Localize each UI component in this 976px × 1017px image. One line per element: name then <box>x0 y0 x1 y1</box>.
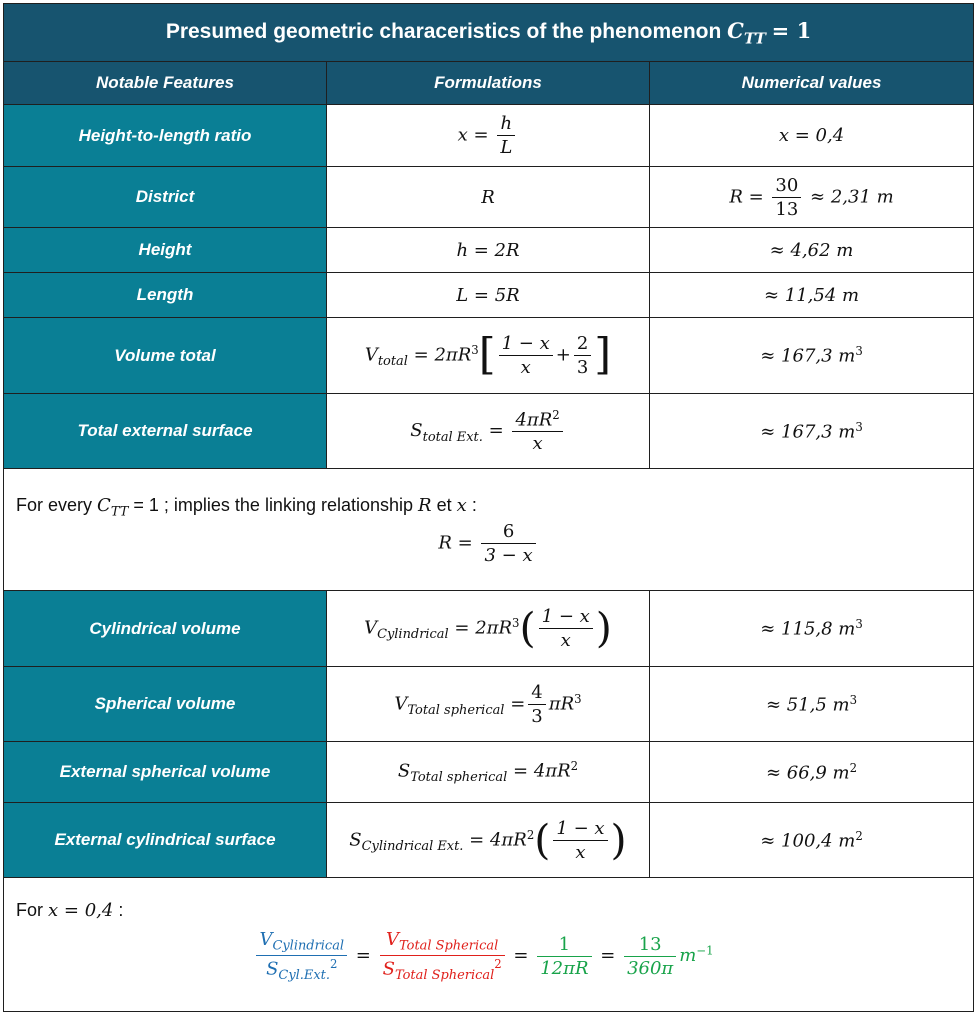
row-label: External spherical volume <box>4 742 327 803</box>
row-label: External cylindrical surface <box>4 803 327 878</box>
table-row <box>4 667 974 742</box>
header-notable-features: Notable Features <box>4 62 327 105</box>
table-row <box>4 394 974 469</box>
value-external-spherical-volume: ≈ 66,9 $m^2$ <box>650 742 974 803</box>
value-district: R = $\frac{30}{13}$ ≈ 2,31 m <box>650 167 974 228</box>
note-linking-relationship: For every $C_{TT} = 1$ ; implies the linking relationship R et x : R = $\frac{6}{3 - x}$ <box>4 469 974 591</box>
title-text: Presumed geometric characeristics of the phenomenon <box>165 19 722 43</box>
table-row <box>4 105 974 167</box>
row-label: District <box>4 167 327 228</box>
row-label: Volume total <box>4 318 327 394</box>
value-external-cylindrical-surface: ≈ 100,4 $m^2$ <box>650 803 974 878</box>
ratio-equation: $\frac{V_{Cylindrical}}{S_{Cyl.Ext.}^2}$ = $\frac{V_{Total Spherical}}{S_{Total Spherical}^2}$ = $\frac{1}{12\pi R}$ = $\frac{13}{360\pi}$ $m^{-1}$ <box>16 929 961 982</box>
ctt-symbol: $C_{TT}$ <box>97 494 129 520</box>
formula-spherical-volume: $V_{Total spherical}$ = $\frac{4}{3}$ $\pi R^3$ <box>327 667 650 742</box>
table-title: Presumed geometric characeristics of the phenomenon $C_{TT} = 1$ <box>4 4 974 62</box>
table-row <box>4 228 974 273</box>
table-row <box>4 167 974 228</box>
value-ratio: x = 0,4 <box>650 105 974 167</box>
characteristics-table <box>3 3 974 1012</box>
formula-external-cylindrical-surface: $S_{Cylindrical Ext.} = 4\pi R^2$( $\frac{1 - x}{x}$ ) <box>327 803 650 878</box>
formula-district: R <box>327 167 650 228</box>
formula-total-external-surface: $S_{total Ext.}$ = $\frac{4\pi R^2}{x}$ <box>327 394 650 469</box>
row-label: Height-to-length ratio <box>4 105 327 167</box>
header-row <box>4 62 974 105</box>
formula-length: L = 5R <box>327 273 650 318</box>
value-volume-total: ≈ 167,3 $m^3$ <box>650 318 974 394</box>
table-row <box>4 591 974 667</box>
header-numerical-values: Numerical values <box>650 62 974 105</box>
formula-ratio: x = $\frac{h}{L}$ <box>327 105 650 167</box>
row-label: Cylindrical volume <box>4 591 327 667</box>
row-label: Length <box>4 273 327 318</box>
title-row <box>4 4 974 62</box>
formula-volume-total: $V_{total} = 2\pi R^3$[ $\frac{1 - x}{x}$ + $\frac{2}{3}$ ] <box>327 318 650 394</box>
table-row <box>4 803 974 878</box>
value-height: ≈ 4,62 m <box>650 228 974 273</box>
formula-cylindrical-volume: $V_{Cylindrical} = 2\pi R^3$( $\frac{1 - x}{x}$ ) <box>327 591 650 667</box>
row-label: Spherical volume <box>4 667 327 742</box>
value-length: ≈ 11,54 m <box>650 273 974 318</box>
title-symbol: $C_{TT}$ <box>727 17 766 48</box>
value-cylindrical-volume: ≈ 115,8 $m^3$ <box>650 591 974 667</box>
note-ratio: For x = 0,4 : $\frac{V_{Cylindrical}}{S_{Cyl.Ext.}^2}$ = $\frac{V_{Total Spherical}}{S_{Total Spherical}^2}$ = $\frac{1}{12\pi R}$ = $\frac{13}{360\pi}$ $m^{-1}$ <box>4 878 974 1012</box>
table-row <box>4 273 974 318</box>
row-label: Height <box>4 228 327 273</box>
header-formulations: Formulations <box>327 62 650 105</box>
value-total-external-surface: ≈ 167,3 $m^3$ <box>650 394 974 469</box>
linking-equation: R = $\frac{6}{3 - x}$ <box>16 521 961 566</box>
table-row <box>4 742 974 803</box>
table-row <box>4 318 974 394</box>
formula-external-spherical-volume: $S_{Total spherical} = 4\pi R^2$ <box>327 742 650 803</box>
value-spherical-volume: ≈ 51,5 $m^3$ <box>650 667 974 742</box>
row-label: Total external surface <box>4 394 327 469</box>
formula-height: h = 2R <box>327 228 650 273</box>
